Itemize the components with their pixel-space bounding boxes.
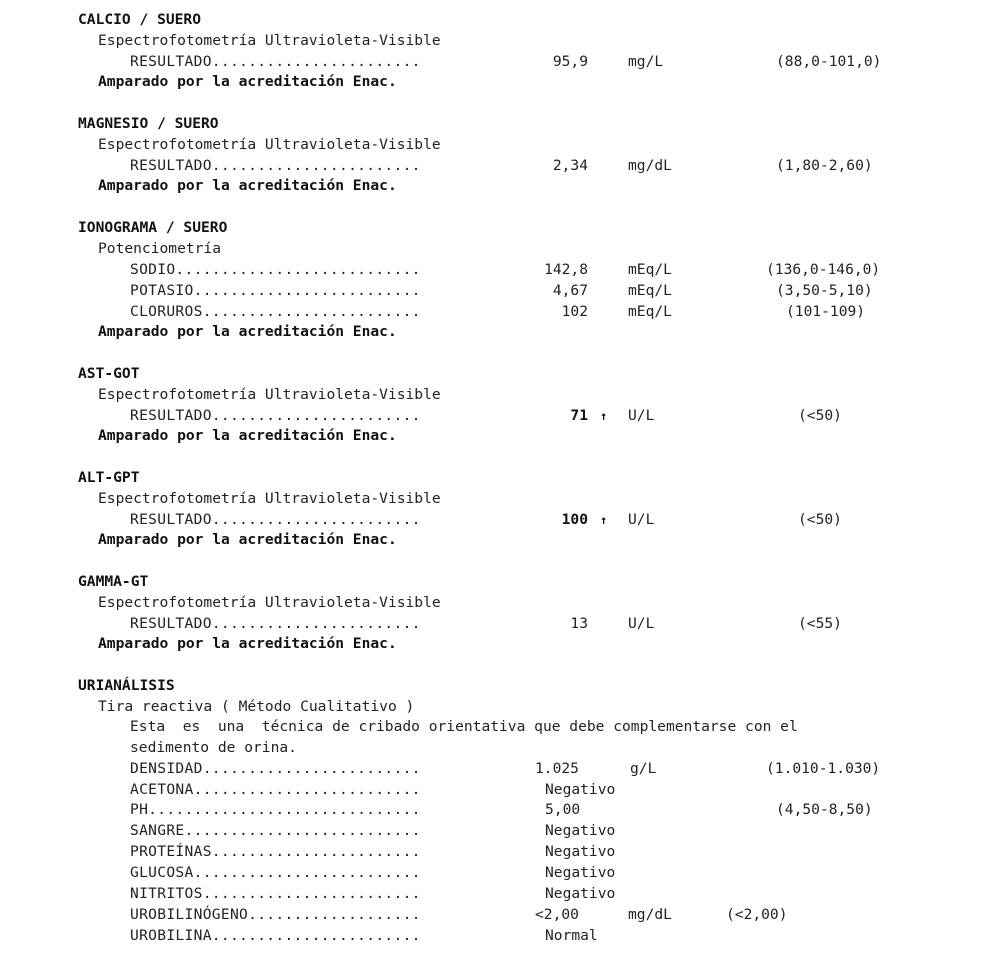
row-value-calcio: 95,9 xyxy=(552,53,588,70)
row-label-glucosa: GLUCOSA......................... xyxy=(130,864,421,881)
row-unit-sodio: mEq/L xyxy=(628,261,672,278)
row-unit-alt: U/L xyxy=(628,511,655,528)
row-range-ggt: (<55) xyxy=(798,615,842,632)
method-calcio: Espectrofotometría Ultravioleta-Visible xyxy=(98,32,441,49)
row-range-ph: (4,50-8,50) xyxy=(776,801,873,818)
method-alt: Espectrofotometría Ultravioleta-Visible xyxy=(98,490,441,507)
row-unit-urobilinogeno: mg/dL xyxy=(628,906,672,923)
method-urianalisis: Tira reactiva ( Método Cualitativo ) xyxy=(98,698,415,715)
row-label-sodio: SODIO........................... xyxy=(130,261,421,278)
row-value-proteinas: Negativo xyxy=(545,843,616,860)
row-label-acetona: ACETONA......................... xyxy=(130,781,421,798)
row-label-densidad: DENSIDAD........................ xyxy=(130,760,421,777)
accreditation-note-magnesio: Amparado por la acreditación Enac. xyxy=(98,177,397,194)
row-value-urobilinogeno: <2,00 xyxy=(535,906,579,923)
high-flag-arrow-icon: ↑ xyxy=(600,513,608,527)
high-flag-arrow-icon: ↑ xyxy=(600,409,608,423)
row-unit-magnesio: mg/dL xyxy=(628,157,672,174)
row-value-cloruros: 102 xyxy=(561,303,588,320)
row-label-sangre: SANGRE.......................... xyxy=(130,822,421,839)
row-range-magnesio: (1,80-2,60) xyxy=(776,157,873,174)
row-value-sangre: Negativo xyxy=(545,822,616,839)
section-title-magnesio: MAGNESIO / SUERO xyxy=(78,115,219,132)
section-title-alt: ALT-GPT xyxy=(78,469,140,486)
accreditation-note-ionograma: Amparado por la acreditación Enac. xyxy=(98,323,397,340)
row-label-calcio: RESULTADO....................... xyxy=(130,53,421,70)
row-label-proteinas: PROTEÍNAS....................... xyxy=(130,843,421,860)
section-title-ionograma: IONOGRAMA / SUERO xyxy=(78,219,228,236)
accreditation-note-calcio: Amparado por la acreditación Enac. xyxy=(98,73,397,90)
row-value-sodio: 142,8 xyxy=(544,261,588,278)
section-title-urianalisis: URIANÁLISIS xyxy=(78,677,175,694)
method-ast: Espectrofotometría Ultravioleta-Visible xyxy=(98,386,441,403)
row-label-nitritos: NITRITOS........................ xyxy=(130,885,421,902)
row-label-alt: RESULTADO....................... xyxy=(130,511,421,528)
row-label-magnesio: RESULTADO....................... xyxy=(130,157,421,174)
method-ionograma: Potenciometría xyxy=(98,240,222,257)
row-range-potasio: (3,50-5,10) xyxy=(776,282,873,299)
section-title-calcio: CALCIO / SUERO xyxy=(78,11,202,28)
row-value-magnesio: 2,34 xyxy=(552,157,588,174)
section-title-ggt: GAMMA-GT xyxy=(78,573,149,590)
row-value-ph: 5,00 xyxy=(545,801,581,818)
row-range-ast: (<50) xyxy=(798,407,842,424)
row-unit-cloruros: mEq/L xyxy=(628,303,672,320)
row-value-alt: 100 xyxy=(561,511,588,528)
row-range-cloruros: (101-109) xyxy=(786,303,866,320)
row-unit-ast: U/L xyxy=(628,407,655,424)
method-ggt: Espectrofotometría Ultravioleta-Visible xyxy=(98,594,441,611)
row-value-potasio: 4,67 xyxy=(552,282,588,299)
method-magnesio: Espectrofotometría Ultravioleta-Visible xyxy=(98,136,441,153)
row-range-calcio: (88,0-101,0) xyxy=(776,53,882,70)
description-line-1: Esta es una técnica de cribado orientativa que debe complementarse con el xyxy=(130,718,798,735)
row-label-cloruros: CLORUROS........................ xyxy=(130,303,421,320)
row-value-densidad: 1.025 xyxy=(535,760,579,777)
row-label-ggt: RESULTADO....................... xyxy=(130,615,421,632)
accreditation-note-ast: Amparado por la acreditación Enac. xyxy=(98,427,397,444)
row-label-urobilina: UROBILINA....................... xyxy=(130,927,421,944)
row-value-urobilina: Normal xyxy=(545,927,598,944)
row-range-densidad: (1.010-1.030) xyxy=(766,760,881,777)
row-range-alt: (<50) xyxy=(798,511,842,528)
row-label-ast: RESULTADO....................... xyxy=(130,407,421,424)
row-unit-densidad: g/L xyxy=(630,760,657,777)
row-value-ast: 71 xyxy=(570,407,588,424)
row-label-urobilinogeno: UROBILINÓGENO................... xyxy=(130,906,421,923)
row-unit-calcio: mg/L xyxy=(628,53,664,70)
row-value-nitritos: Negativo xyxy=(545,885,616,902)
accreditation-note-ggt: Amparado por la acreditación Enac. xyxy=(98,635,397,652)
row-unit-potasio: mEq/L xyxy=(628,282,672,299)
row-label-ph: PH.............................. xyxy=(130,801,421,818)
row-value-glucosa: Negativo xyxy=(545,864,616,881)
row-range-urobilinogeno: (<2,00) xyxy=(726,906,788,923)
row-value-ggt: 13 xyxy=(570,615,588,632)
description-line-2: sedimento de orina. xyxy=(130,739,297,756)
accreditation-note-alt: Amparado por la acreditación Enac. xyxy=(98,531,397,548)
row-value-acetona: Negativo xyxy=(545,781,616,798)
row-unit-ggt: U/L xyxy=(628,615,655,632)
row-range-sodio: (136,0-146,0) xyxy=(766,261,881,278)
row-label-potasio: POTASIO......................... xyxy=(130,282,421,299)
section-title-ast: AST-GOT xyxy=(78,365,140,382)
